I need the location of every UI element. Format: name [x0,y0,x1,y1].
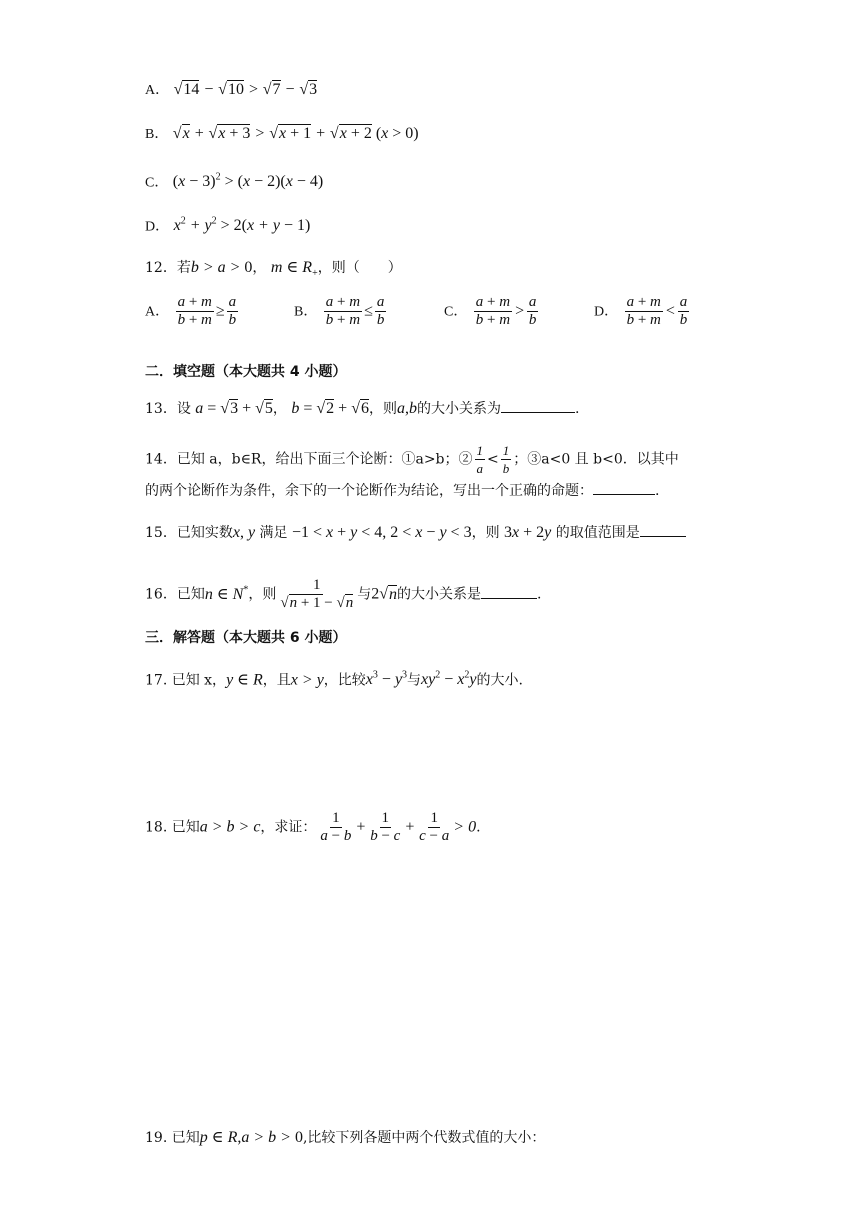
q14-answer-blank[interactable] [593,480,655,495]
q15: 15．已知实数x, y 满足 −1 < x + y < 4, 2 < x − y < 3，则 3x + 2y 的取值范围是 [145,522,686,543]
q13: 13．设 a = √3 + √5， b = √2 + √6，则a,b的大小关系为 . [145,400,580,417]
section-2-title: 二．填空题（本大题共 4 小题） [145,364,347,380]
q12-option-d: D． $\frac{a + m}{b + m}$ < $\frac{a}{b}$ [594,294,688,328]
q12-option-a: A． $\frac{a + m}{b + m}$ ≥ $\frac{a}{b}$ [145,294,237,328]
section-3-title: 三．解答题（本大题共 6 小题） [145,630,347,646]
q11-option-c-formula: $(x - 3)^2 > (x - 2)(x - 4)$ [172,172,324,191]
q11-option-a-formula: √14 − √10 > √7 − √3 [173,81,318,98]
q12-condition: b > a > 0 [190,259,253,276]
q13-a-def: a = √3 + √5 [195,400,273,417]
q11-option-b: B． √x + √x + 3 > √x + 1 + √x + 2 (x > 0) [145,125,419,142]
q17: 17. 已知 x，y ∈ R，且x > y，比较$x^3 - y^3$与$xy^2 - x^2y$的大小. [145,670,523,689]
q11-option-b-formula: √x + √x + 3 > √x + 1 + √x + 2 (x > 0) [172,125,419,142]
q12-condition-2: m ∈ $R_+$ [270,259,318,280]
q12-stem: 12．若b > a > 0， m ∈ $R_+$，则（ ） [145,259,402,280]
q12-option-b: B． $\frac{a + m}{b + m}$ ≤ $\frac{a}{b}$ [294,294,385,328]
q11-option-d-formula: $x^2 + y^2 > 2(x + y - 1)$ [173,216,311,235]
q16-fraction: $\frac{1}{√n + 1 - √n}$ [280,577,354,611]
q11-option-a: A． √14 − √10 > √7 − √3 [145,81,318,98]
q18: 18. 已知a > b > c，求证： $\frac{1}{a - b}$ + $\frac{1}{b - c}$ + $\frac{1}{c - a}$ > 0. [145,810,481,844]
q15-condition: −1 < x + y < 4, 2 < x − y < 3 [291,524,472,541]
q19: 19. 已知p ∈ R,a > b > 0,比较下列各题中两个代数式值的大小： [145,1129,546,1146]
q14-line-2: 的两个论断作为条件，余下的一个论断作为结论，写出一个正确的命题： . [145,480,659,501]
q11-option-c: C． $(x - 3)^2 > (x - 2)(x - 4)$ [145,172,324,191]
q13-b-def: b = √2 + √6 [291,400,369,417]
q16-answer-blank[interactable] [481,584,537,599]
q13-answer-blank[interactable] [501,398,575,413]
q15-answer-blank[interactable] [640,522,686,537]
q12-option-c: C． $\frac{a + m}{b + m}$ > $\frac{a}{b}$ [444,294,537,328]
q11-option-d: D． $x^2 + y^2 > 2(x + y - 1)$ [145,216,311,235]
q16: 16．已知n ∈ N*，则 $\frac{1}{√n + 1 - √n}$ 与2√n的大小关系是 . [145,577,542,611]
q14-line-1: 14．已知 a，b∈R，给出下面三个论断：①a>b；② $\frac{1}{a}$ < $\frac{1}{b}$ ；③a<0 且 b<0．以其中 [145,443,679,476]
